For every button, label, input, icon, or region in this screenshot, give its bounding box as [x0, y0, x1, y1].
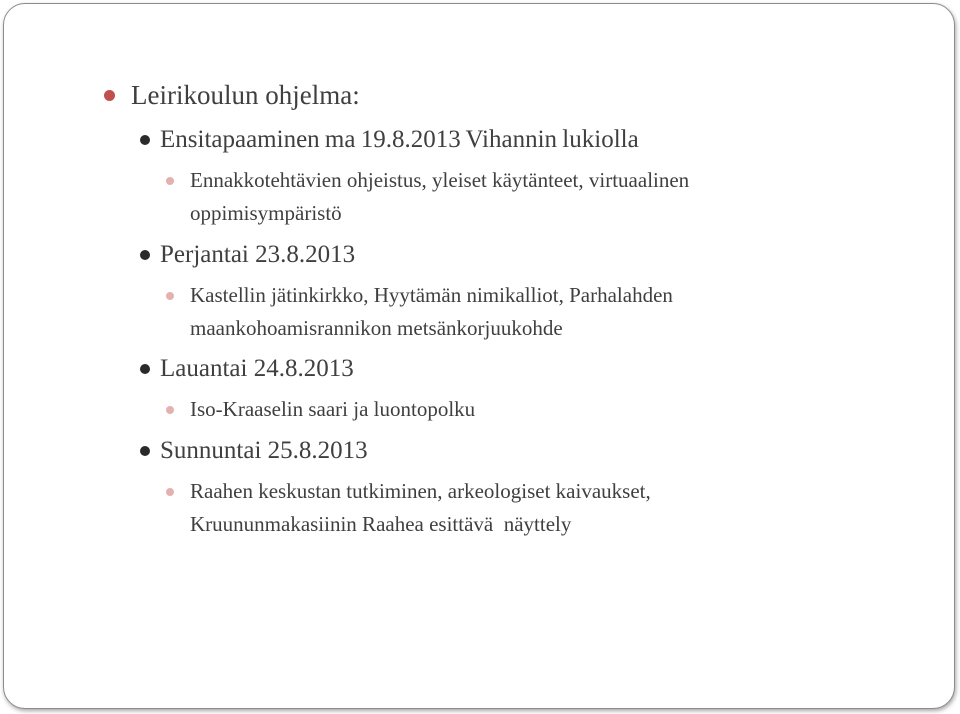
section-heading: Perjantai 23.8.2013 [160, 241, 356, 268]
section-detail: oppimisympäristö [190, 201, 342, 225]
detail-bullet-icon [166, 292, 174, 300]
section-bullet-icon [140, 250, 150, 260]
section-detail: Raahen keskustan tutkiminen, arkeologiset kaivaukset, [190, 479, 651, 503]
section-heading: Lauantai 24.8.2013 [160, 355, 354, 382]
title-bullet-icon [104, 90, 115, 101]
section-detail: Ennakkotehtävien ohjeistus, yleiset käytänteet, virtuaalinen [190, 168, 690, 192]
detail-bullet-icon [166, 177, 174, 185]
section-heading: Sunnuntai 25.8.2013 [160, 437, 368, 464]
section-detail: Iso-Kraaselin saari ja luontopolku [190, 397, 476, 421]
section-bullet-icon [140, 446, 150, 456]
section-bullet-icon [140, 364, 150, 374]
detail-bullet-icon [166, 488, 174, 496]
section-detail: Kruununmakasiinin Raahea esittävä näyttely [190, 512, 572, 536]
slide-title: Leirikoulun ohjelma: [131, 80, 360, 110]
section-heading: Ensitapaaminen ma 19.8.2013 Vihannin lukiolla [160, 126, 639, 153]
section-detail: maankohoamisrannikon metsänkorjuukohde [190, 316, 563, 340]
section-detail: Kastellin jätinkirkko, Hyytämän nimikalliot, Parhalahden [190, 283, 673, 307]
section-bullet-icon [140, 135, 150, 145]
detail-bullet-icon [166, 406, 174, 414]
